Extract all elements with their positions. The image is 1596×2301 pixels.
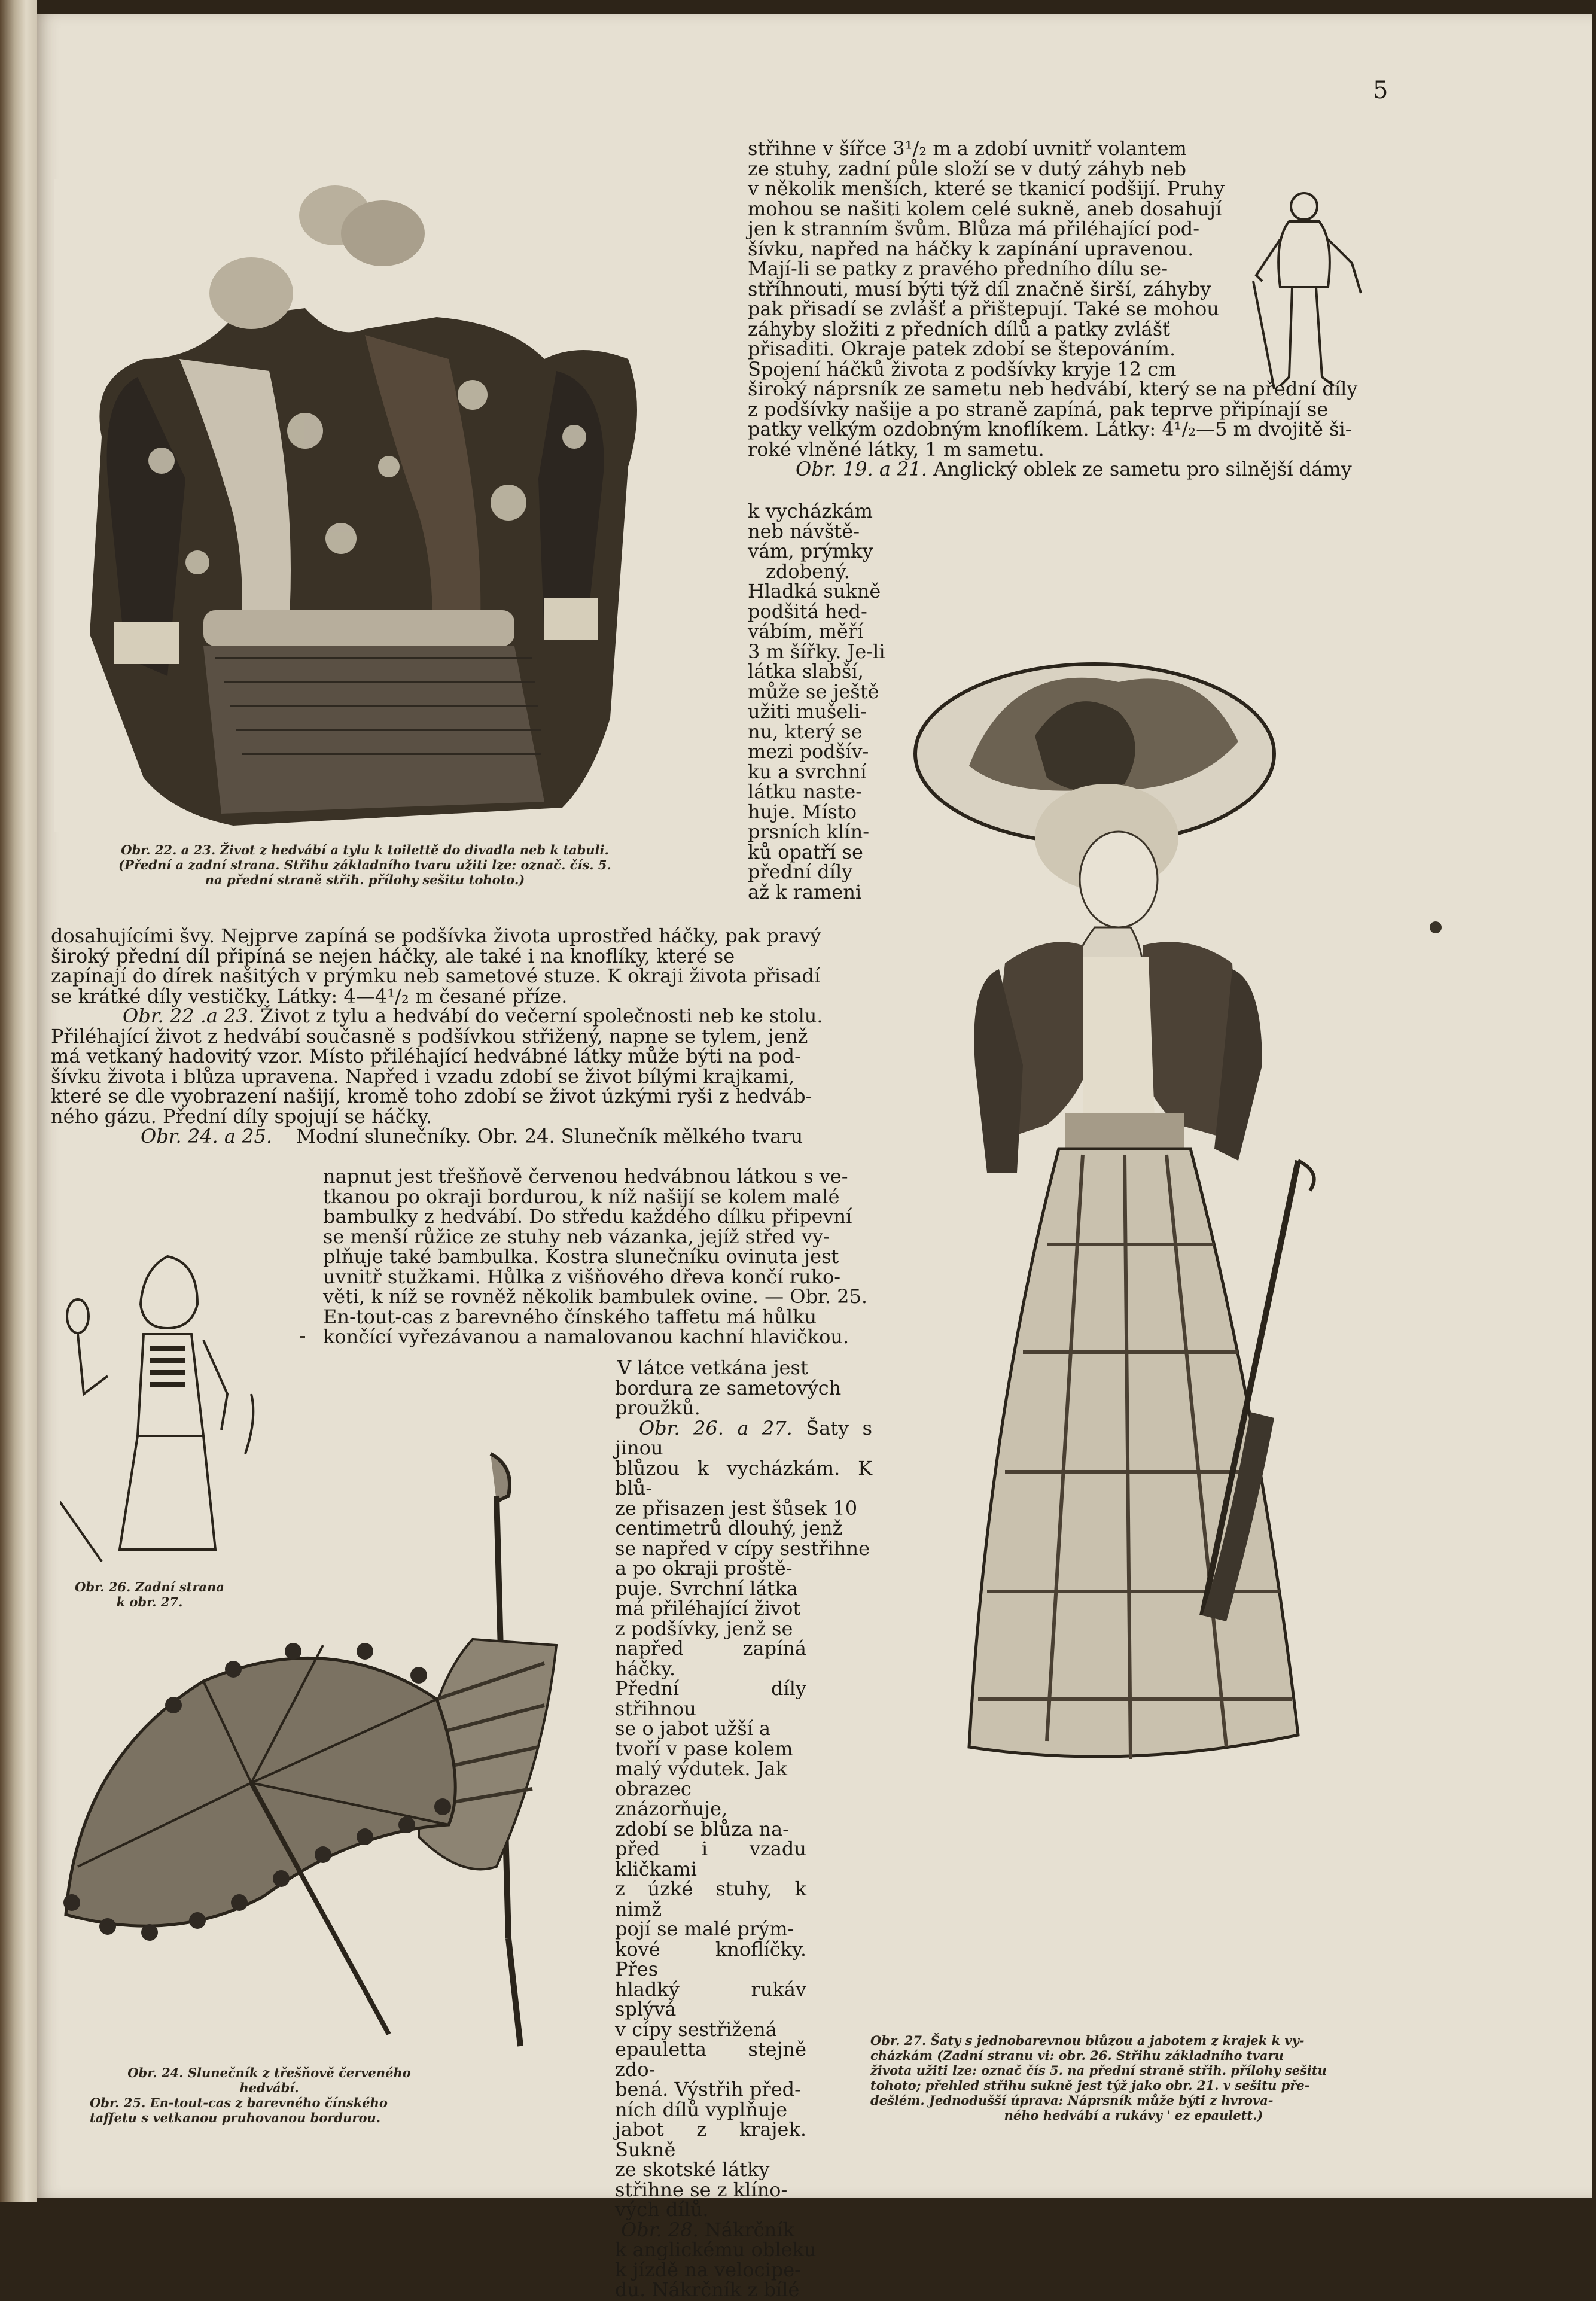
text-line: šívku, napřed na háčky k zapínání upravenou. bbox=[748, 237, 1194, 260]
caption-line: dešlém. Jednodušší úprava: Náprsník může býti z hvrova- bbox=[870, 2093, 1274, 2108]
text-line: má přiléhající život bbox=[615, 1597, 801, 1620]
text-line: ze stuhy, zadní půle složí se v dutý záhyb neb bbox=[748, 157, 1186, 180]
caption-line: na přední straně střih. přílohy sešitu tohoto.) bbox=[205, 872, 525, 887]
parasol-illustration bbox=[54, 1448, 592, 2064]
blouse-illustration bbox=[54, 179, 652, 832]
text-line: má vetkaný hadovitý vzor. Místo přiléhající hedvábné látky může býti na pod- bbox=[51, 1045, 801, 1067]
text-line: puje. Svrchní látka bbox=[615, 1576, 798, 1600]
caption-obr-27 bbox=[870, 2033, 1397, 2123]
text-line: zdobí se blůza na- bbox=[615, 1817, 789, 1840]
text-line: se krátké díly vestičky. Látky: 4—4¹/₂ m česané příze. bbox=[51, 984, 568, 1008]
book-spine bbox=[0, 0, 37, 2202]
text-line: záhyby složiti z předních dílů a patky zvlášť bbox=[748, 317, 1170, 340]
text-line: vých dílů. bbox=[615, 2198, 709, 2221]
text-line: k vycházkám bbox=[748, 500, 873, 522]
text-line: ze skotské látky bbox=[615, 2158, 770, 2181]
text-line: bambulky z hedvábí. Do středu každého dílku připevní bbox=[323, 1205, 852, 1228]
parasol-drawing bbox=[54, 1448, 592, 2064]
figure-reference: Obr. 24. a 25. bbox=[141, 1125, 273, 1148]
text-line: z podšívky, jenž se bbox=[615, 1617, 793, 1640]
caption-line: hedvábí. bbox=[239, 2080, 299, 2095]
text-line: střihne v šířce 3¹/₂ m a zdobí uvnitř volantem bbox=[748, 137, 1187, 160]
text-line: které se dle vyobrazení našijí, kromě toho zdobí se život úzkými ryši z hedváb- bbox=[51, 1085, 812, 1107]
text-line: ku a svrchní bbox=[748, 760, 867, 783]
text-line: stříhnouti, musí býti týž díl značně širší, záhyby bbox=[748, 277, 1211, 300]
caption-line: Obr. 24. Slunečník z třešňově červeného bbox=[127, 2065, 411, 2080]
text-line: En-tout-cas z barevného čínského taffetu má hůlku bbox=[323, 1305, 817, 1328]
text-line: ného gázu. Přední díly spojují se háčky. bbox=[51, 1104, 432, 1128]
text-line: a po okraji proště- bbox=[615, 1557, 793, 1579]
text-line bbox=[51, 1127, 912, 1147]
text-line: Přiléhající život z hedvábí současně s podšívkou střižený, napne se tylem, jenž bbox=[51, 1024, 808, 1048]
text-line: v cípy sestřižená bbox=[615, 2017, 777, 2041]
caption-line: cházkám (Zadní stranu vi: obr. 26. Střihu základního tvaru bbox=[870, 2048, 1284, 2063]
text-line bbox=[748, 459, 1388, 480]
text-line: se menší růžice ze stuhy neb vázanka, jejíž střed vy- bbox=[323, 1225, 830, 1248]
text-line: du. Nákrčník z bílé bbox=[615, 2278, 800, 2301]
text-line: epauletta stejně zdo- bbox=[615, 2038, 806, 2081]
figure-reference: Obr. 19. a 21. bbox=[796, 458, 928, 480]
text-line: plňuje také bambulka. Kostra slunečníku ovinuta jest bbox=[323, 1245, 839, 1268]
text-line: až k rameni bbox=[748, 880, 862, 903]
text-line: Hladká sukně bbox=[748, 580, 881, 602]
figure-reference: Obr. 26. a 27. bbox=[639, 1416, 793, 1439]
text-line: mezi podšív- bbox=[748, 740, 869, 763]
blouse-drawing bbox=[54, 179, 652, 832]
text-line: šívku života i blůza upravena. Napřed i vzadu zdobí se život bílými krajkami, bbox=[51, 1064, 795, 1088]
text-line: huje. Místo bbox=[748, 800, 857, 823]
text-line: napnut jest třešňově červenou hedvábnou látkou s ve- bbox=[323, 1165, 848, 1188]
text-line: ních dílů vyplňuje bbox=[615, 2098, 788, 2121]
text-column-lower bbox=[615, 1358, 872, 2300]
text-line: uvnitř stužkami. Hůlka z višňového dřeva končí ruko- bbox=[323, 1265, 841, 1288]
text-line: široký přední díl připíná se nejen háčky, ale také i na knoflíky, které se bbox=[51, 944, 735, 967]
caption-line: Obr. 26. Zadní strana bbox=[75, 1579, 224, 1594]
figure-reference: Obr. 28. bbox=[621, 2218, 699, 2241]
caption-line: Obr. 22. a 23. Život z hedvábí a tylu k toilettě do divadla neb k tabuli. bbox=[121, 842, 609, 857]
text-column-wide bbox=[51, 926, 912, 1147]
caption-obr-22-23 bbox=[54, 842, 676, 887]
text-line: z úzké stuhy, k nimž bbox=[615, 1877, 806, 1920]
caption-line: Obr. 25. En-tout-cas z barevného čínského bbox=[90, 2095, 388, 2110]
text-line: centimetrů dlouhý, jenž bbox=[615, 1517, 843, 1539]
lady-dress-drawing bbox=[867, 646, 1394, 1849]
text-line: obrazec znázorňuje, bbox=[615, 1777, 728, 1820]
text-line: látku naste- bbox=[748, 780, 863, 803]
text-line: malý výdutek. Jak bbox=[615, 1757, 787, 1780]
text-line: se o jabot užší a bbox=[615, 1717, 771, 1740]
text-line: zapínají do dírek našitých v prýmku neb sametové stuze. K okraji života přisadí bbox=[51, 964, 821, 987]
text-line: věti, k níž se rovněž několik bambulek ovine. — Obr. 25. bbox=[323, 1285, 867, 1308]
text-line: hladký rukáv splývá bbox=[615, 1977, 806, 2020]
text-line: látka slabší, bbox=[748, 660, 864, 683]
text-span: Nákrčník bbox=[704, 2218, 794, 2241]
text-line: vábím, měří bbox=[748, 620, 864, 643]
text-line: může se ještě bbox=[748, 680, 879, 703]
text-line: kové knoflíčky. Přes bbox=[615, 1937, 806, 1980]
caption-line: tohoto; přehled střihu sukně jest týž jako obr. 21. v sešitu pře- bbox=[870, 2078, 1310, 2093]
text-line: se napřed v cípy sestřihne bbox=[615, 1536, 870, 1560]
text-span: Šaty s jinou bbox=[615, 1416, 872, 1459]
caption-line: Obr. 27. Šaty s jednobarevnou blůzou a jabotem z krajek k vy- bbox=[870, 2033, 1305, 2048]
caption-line: ného hedvábí a rukávy ' ez epaulett.) bbox=[1004, 2108, 1263, 2123]
dash-mark bbox=[300, 1336, 305, 1338]
text-line: k jízdě na velocipe- bbox=[615, 2258, 801, 2281]
text-line: mohou se našiti kolem celé sukně, aneb dosahují bbox=[748, 197, 1222, 220]
text-line: zdobený. bbox=[766, 559, 850, 583]
text-line: tkanou po okraji bordurou, k níž našijí se kolem malé bbox=[323, 1185, 840, 1208]
text-column-top bbox=[748, 139, 1388, 480]
text-line: přední díly bbox=[748, 860, 853, 883]
text-line: Spojení háčků života z podšívky kryje 12 cm bbox=[748, 357, 1177, 381]
text-line: střihne se z klíno- bbox=[615, 2178, 788, 2201]
text-line: přisaditi. Okraje patek zdobí se štepováním. bbox=[748, 337, 1176, 360]
text-line: tvoří v pase kolem bbox=[615, 1737, 793, 1760]
text-line: jabot z krajek. Sukně bbox=[615, 2118, 806, 2161]
text-line: proužků. bbox=[615, 1396, 700, 1419]
text-line: napřed zapíná háčky. bbox=[615, 1637, 806, 1680]
text-line: končící vyřezávanou a namalovanou kachní hlavičkou. bbox=[323, 1325, 849, 1348]
text-line: z podšívky našije a po straně zapíná, pak teprve připínají se bbox=[748, 397, 1329, 421]
text-line: pak přisadí se zvlášť a přištepují. Také se mohou bbox=[748, 297, 1219, 320]
text-column-parasol bbox=[323, 1167, 870, 1347]
caption-obr-24-25 bbox=[90, 2065, 449, 2125]
text-line: roké vlněné látky, 1 m sametu. bbox=[748, 437, 1044, 461]
text-span: Modní slunečníky. Obr. 24. Slunečník mělkého tvaru bbox=[296, 1125, 803, 1148]
text-line: V látce vetkána jest bbox=[617, 1356, 808, 1379]
text-line: dosahujícími švy. Nejprve zapíná se podšívka života uprostřed háčky, pak pravý bbox=[51, 924, 821, 947]
text-line: neb návště- bbox=[748, 519, 860, 543]
page-number: 5 bbox=[1373, 77, 1388, 104]
caption-line: života užiti lze: označ čís 5. na přední straně střih. přílohy sešitu bbox=[870, 2063, 1327, 2078]
caption-line: (Přední a zadní strana. Střihu základního tvaru užiti lze: označ. čís. 5. bbox=[118, 857, 611, 872]
text-line: bordura ze sametových bbox=[615, 1376, 842, 1399]
caption-line: k obr. 27. bbox=[116, 1594, 183, 1609]
text-line: ků opatří se bbox=[748, 840, 863, 863]
text-line: bená. Výstřih před- bbox=[615, 2078, 801, 2101]
text-line: před i vzadu kličkami bbox=[615, 1837, 806, 1880]
text-line: užiti mušeli- bbox=[748, 700, 867, 723]
text-line bbox=[615, 2220, 821, 2241]
text-span: Život z tylu a hedvábí do večerní společnosti neb ke stolu. bbox=[260, 1005, 823, 1027]
text-line: vám, prýmky bbox=[748, 540, 873, 562]
text-line: podšitá hed- bbox=[748, 599, 867, 623]
text-line: nu, který se bbox=[748, 720, 863, 743]
lady-dress-illustration bbox=[867, 646, 1394, 1849]
text-line: Přední díly střihnou bbox=[615, 1677, 806, 1720]
ink-dot bbox=[1430, 921, 1442, 933]
text-span: Anglický oblek ze sametu pro silnější dámy bbox=[933, 458, 1352, 480]
text-line: k anglickému obleku bbox=[615, 2238, 817, 2261]
figure-reference: Obr. 22 .a 23. bbox=[123, 1005, 255, 1027]
text-line: pojí se malé prým- bbox=[615, 1918, 794, 1940]
text-line: v několik menších, které se tkanicí podšijí. Pruhy bbox=[748, 177, 1225, 200]
text-line: blůzou k vycházkám. K blů- bbox=[615, 1456, 872, 1499]
text-line bbox=[615, 1416, 872, 1459]
text-line: jen k stranním švům. Blůza má přiléhající pod- bbox=[748, 217, 1200, 240]
text-line: široký náprsník ze sametu neb hedvábí, který se na přední díly bbox=[748, 378, 1358, 400]
text-line: 3 m šířky. Je-li bbox=[748, 640, 885, 663]
text-line bbox=[51, 1006, 912, 1027]
text-line: Mají-li se patky z pravého předního dílu se- bbox=[748, 257, 1168, 280]
caption-line: taffetu s vetkanou pruhovanou bordurou. bbox=[90, 2110, 381, 2125]
text-line: ze přisazen jest šůsek 10 bbox=[615, 1496, 858, 1520]
text-line: patky velkým ozdobným knoflíkem. Látky: 4¹/₂—5 m dvojitě ši- bbox=[748, 418, 1352, 440]
text-line: prsních klín- bbox=[748, 820, 870, 843]
